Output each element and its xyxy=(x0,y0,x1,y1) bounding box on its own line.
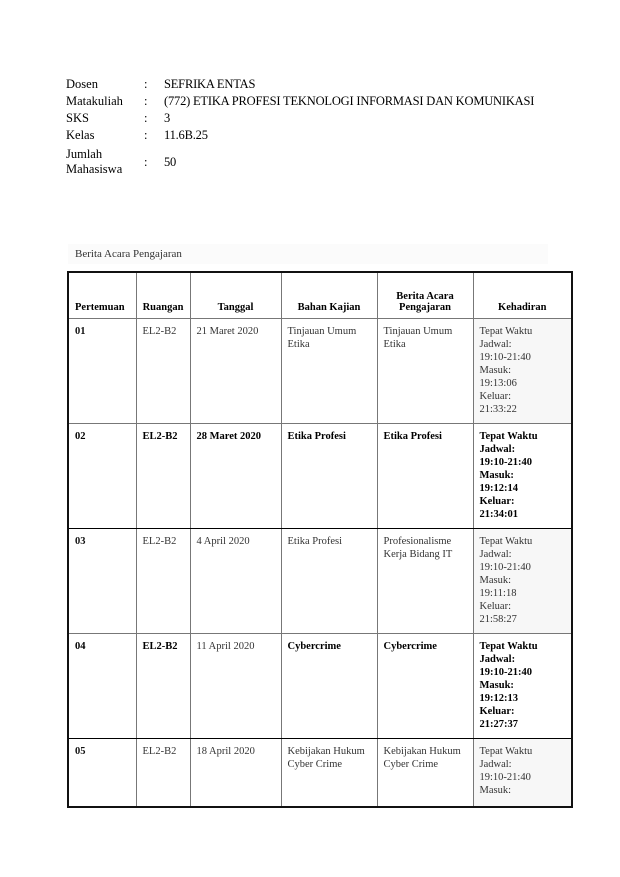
column-header-berita-acara: Berita Acara Pengajaran xyxy=(377,272,473,319)
cell-berita-acara: Etika Profesi xyxy=(377,424,473,529)
cell-berita-acara: Kebijakan Hukum Cyber Crime xyxy=(377,739,473,807)
course-info xyxy=(66,76,534,180)
info-label: SKS xyxy=(66,111,89,125)
info-label: Dosen xyxy=(66,77,98,91)
kehadiran-line: 21:34:01 xyxy=(479,509,518,520)
cell-bahan-kajian: Tinjauan Umum Etika xyxy=(281,319,377,424)
cell-ruangan: EL2-B2 xyxy=(136,634,190,739)
kehadiran-line: 19:10-21:40 xyxy=(479,457,532,468)
table-row xyxy=(68,424,572,529)
cell-pertemuan: 04 xyxy=(68,634,136,739)
kehadiran-line: 19:12:14 xyxy=(479,483,518,494)
cell-pertemuan: 05 xyxy=(68,739,136,807)
kehadiran-line: 19:10-21:40 xyxy=(479,352,531,363)
info-colon: : xyxy=(144,154,148,169)
kehadiran-line: Tepat Waktu xyxy=(479,746,533,757)
kehadiran-line: Tepat Waktu xyxy=(479,326,533,337)
info-value-sks: 3 xyxy=(164,111,171,125)
kehadiran-line: 19:10-21:40 xyxy=(479,667,532,678)
table-header-row xyxy=(68,272,572,319)
cell-tanggal: 21 Maret 2020 xyxy=(190,319,281,424)
kehadiran-line: Tepat Waktu xyxy=(479,536,533,547)
kehadiran-line: 19:10-21:40 xyxy=(479,772,531,783)
kehadiran-line: Keluar: xyxy=(479,496,515,507)
info-row-dosen xyxy=(66,76,534,93)
cell-tanggal: 28 Maret 2020 xyxy=(190,424,281,529)
cell-bahan-kajian: Etika Profesi xyxy=(281,529,377,634)
info-label: Matakuliah xyxy=(66,94,123,108)
cell-ruangan: EL2-B2 xyxy=(136,739,190,807)
cell-ruangan: EL2-B2 xyxy=(136,424,190,529)
cell-pertemuan: 02 xyxy=(68,424,136,529)
kehadiran-line: Masuk: xyxy=(479,470,514,481)
kehadiran-line: 21:58:27 xyxy=(479,614,517,625)
info-value-dosen: SEFRIKA ENTAS xyxy=(164,77,256,91)
info-row-jumlah-mahasiswa xyxy=(66,144,534,180)
cell-tanggal: 11 April 2020 xyxy=(190,634,281,739)
table-row xyxy=(68,529,572,634)
info-row-kelas xyxy=(66,127,534,144)
table-row xyxy=(68,319,572,424)
info-label xyxy=(66,147,144,177)
cell-tanggal: 4 April 2020 xyxy=(190,529,281,634)
cell-kehadiran xyxy=(473,739,572,807)
kehadiran-line: Jadwal: xyxy=(479,654,516,665)
kehadiran-line: Masuk: xyxy=(479,365,511,376)
info-row-matakuliah xyxy=(66,93,534,110)
cell-berita-acara: Tinjauan Umum Etika xyxy=(377,319,473,424)
attendance-table xyxy=(67,271,573,808)
cell-bahan-kajian: Etika Profesi xyxy=(281,424,377,529)
cell-kehadiran xyxy=(473,634,572,739)
info-value-kelas: 11.6B.25 xyxy=(164,128,208,142)
kehadiran-line: 21:27:37 xyxy=(479,719,518,730)
kehadiran-line: Masuk: xyxy=(479,575,511,586)
info-label-line: Mahasiswa xyxy=(66,162,123,176)
kehadiran-line: Jadwal: xyxy=(479,444,516,455)
cell-kehadiran xyxy=(473,529,572,634)
section-title: Berita Acara Pengajaran xyxy=(68,244,548,264)
info-label-line: Jumlah xyxy=(66,147,103,161)
kehadiran-line: Jadwal: xyxy=(479,549,512,560)
column-header-kehadiran: Kehadiran xyxy=(473,272,572,319)
cell-bahan-kajian: Kebijakan Hukum Cyber Crime xyxy=(281,739,377,807)
column-header-pertemuan: Pertemuan xyxy=(68,272,136,319)
kehadiran-line: Keluar: xyxy=(479,706,515,717)
kehadiran-line: 19:10-21:40 xyxy=(479,562,531,573)
cell-berita-acara: Profesionalisme Kerja Bidang IT xyxy=(377,529,473,634)
cell-tanggal: 18 April 2020 xyxy=(190,739,281,807)
kehadiran-line: 19:12:13 xyxy=(479,693,518,704)
info-colon: : xyxy=(144,128,148,142)
cell-kehadiran xyxy=(473,319,572,424)
column-header-bahan-kajian: Bahan Kajian xyxy=(281,272,377,319)
info-row-sks xyxy=(66,110,534,127)
info-colon: : xyxy=(144,77,148,91)
column-header-tanggal: Tanggal xyxy=(190,272,281,319)
kehadiran-line: Masuk: xyxy=(479,785,511,796)
info-colon: : xyxy=(144,94,148,108)
kehadiran-line: Jadwal: xyxy=(479,759,512,770)
info-colon: : xyxy=(144,111,148,125)
info-value-matakuliah: (772) ETIKA PROFESI TEKNOLOGI INFORMASI DAN KOMUNIKASI xyxy=(164,94,535,108)
kehadiran-line: 19:11:18 xyxy=(479,588,517,599)
kehadiran-line: Masuk: xyxy=(479,680,514,691)
kehadiran-line: Jadwal: xyxy=(479,339,512,350)
cell-bahan-kajian: Cybercrime xyxy=(281,634,377,739)
kehadiran-line: Keluar: xyxy=(479,391,511,402)
cell-berita-acara: Cybercrime xyxy=(377,634,473,739)
column-header-ruangan: Ruangan xyxy=(136,272,190,319)
kehadiran-line: Tepat Waktu xyxy=(479,431,538,442)
kehadiran-line: Keluar: xyxy=(479,601,511,612)
cell-pertemuan: 03 xyxy=(68,529,136,634)
cell-ruangan: EL2-B2 xyxy=(136,319,190,424)
cell-pertemuan: 01 xyxy=(68,319,136,424)
kehadiran-line: Tepat Waktu xyxy=(479,641,538,652)
kehadiran-line: 21:33:22 xyxy=(479,404,517,415)
info-label: Kelas xyxy=(66,128,95,142)
table-row xyxy=(68,634,572,739)
cell-kehadiran xyxy=(473,424,572,529)
cell-ruangan: EL2-B2 xyxy=(136,529,190,634)
table-row xyxy=(68,739,572,807)
kehadiran-line: 19:13:06 xyxy=(479,378,517,389)
info-value-jumlah: 50 xyxy=(164,154,177,169)
